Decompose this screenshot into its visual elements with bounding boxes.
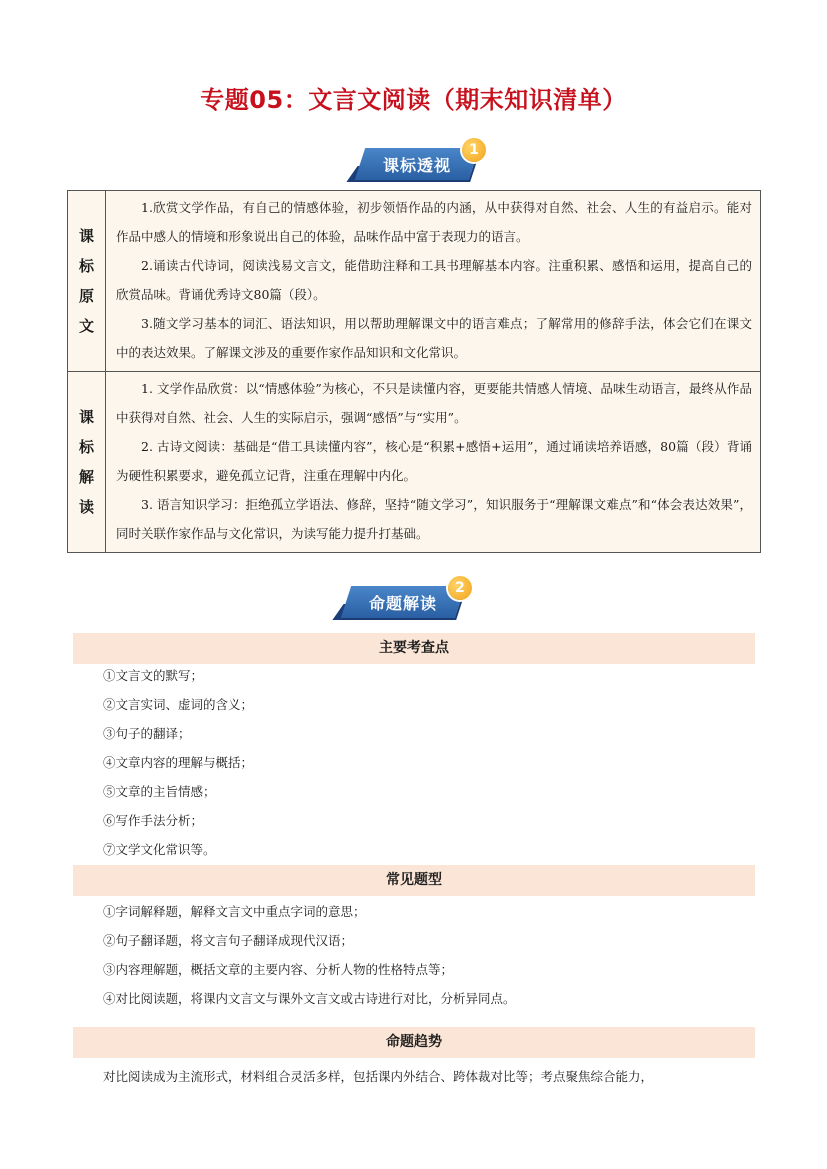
paragraph: 2. 古诗文阅读：基础是“借工具读懂内容”，核心是“积累+感悟+运用”，通过诵读培养语感，80篇（段）背诵为硬性积累要求，避免孤立记背，注重在理解中内化。 <box>116 439 752 483</box>
paragraph: 1. 文学作品欣赏：以“情感体验”为核心，不只是读懂内容，更要能共情感人情境、品味生动语言，最终从作品中获得对自然、社会、人生的实际启示，强调“感悟”与“实用”。 <box>116 381 752 425</box>
list-item: ③内容理解题，概括文章的主要内容、分析人物的性格特点等； <box>103 962 454 977</box>
paragraph: 2.诵读古代诗词，阅读浅易文言文，能借助注释和工具书理解基本内容。注重积累、感悟和运用，提高自己的欣赏品味。背诵优秀诗文80篇（段）。 <box>116 258 752 302</box>
key-points-header: 主要考查点 <box>73 633 755 664</box>
section-badge-analysis <box>338 578 478 626</box>
heading-char: 课 <box>78 408 94 426</box>
heading-char: 文 <box>78 317 94 335</box>
heading-char: 原 <box>78 287 94 305</box>
heading-char: 标 <box>78 257 94 275</box>
list-item: ②文言实词、虚词的含义； <box>103 697 254 712</box>
list-item: ②句子翻译题，将文言句子翻译成现代汉语； <box>103 933 354 948</box>
row-heading-original <box>68 191 106 372</box>
list-item: ④文章内容的理解与概括； <box>103 755 254 770</box>
row-heading-interpretation <box>68 372 106 553</box>
paragraph: 1.欣赏文学作品，有自己的情感体验，初步领悟作品的内涵，从中获得对自然、社会、人生的有益启示。能对作品中感人的情境和形象说出自己的体验，品味作品中富于表现力的语言。 <box>116 200 752 244</box>
heading-char: 课 <box>78 227 94 245</box>
page-title: 专题05：文言文阅读（期末知识清单） <box>200 86 627 114</box>
list-item: ①文言文的默写； <box>103 668 204 683</box>
trend-header: 命题趋势 <box>73 1027 755 1058</box>
section-title: 课标透视 <box>382 156 451 175</box>
list-item: ⑥写作手法分析； <box>103 813 204 828</box>
paragraph: 3.随文学习基本的词汇、语法知识，用以帮助理解课文中的语言难点；了解常用的修辞手法，体会它们在课文中的表达效果。了解课文涉及的重要作家作品知识和文化常识。 <box>116 316 752 360</box>
standards-interpretation-text <box>106 372 761 553</box>
section-number-badge: 1 <box>462 138 486 162</box>
question-types-header: 常见题型 <box>73 865 755 896</box>
standards-table <box>67 190 761 553</box>
list-item: ③句子的翻译； <box>103 726 191 741</box>
section-number-badge: 2 <box>448 576 472 600</box>
trend-text: 对比阅读成为主流形式，材料组合灵活多样，包括课内外结合、跨体裁对比等；考点聚焦综合能力， <box>103 1069 654 1084</box>
list-item: ⑤文章的主旨情感； <box>103 784 216 799</box>
question-types-list <box>103 897 763 1013</box>
heading-char: 解 <box>78 468 94 486</box>
heading-char: 读 <box>78 498 94 516</box>
paragraph: 3. 语言知识学习：拒绝孤立学语法、修辞，坚持“随文学习”，知识服务于“理解课文难点”和“体会表达效果”，同时关联作家作品与文化常识，为读写能力提升打基础。 <box>116 497 752 541</box>
standards-original-text <box>106 191 761 372</box>
key-points-list <box>103 661 763 864</box>
standards-row-original <box>68 191 761 372</box>
standards-row-interpretation <box>68 372 761 553</box>
section-badge-standards <box>352 140 492 188</box>
section-title: 命题解读 <box>368 594 437 613</box>
heading-char: 标 <box>78 438 94 456</box>
list-item: ⑦文学文化常识等。 <box>103 842 216 857</box>
list-item: ④对比阅读题，将课内文言文与课外文言文或古诗进行对比，分析异同点。 <box>103 991 516 1006</box>
list-item: ①字词解释题，解释文言文中重点字词的意思； <box>103 904 366 919</box>
